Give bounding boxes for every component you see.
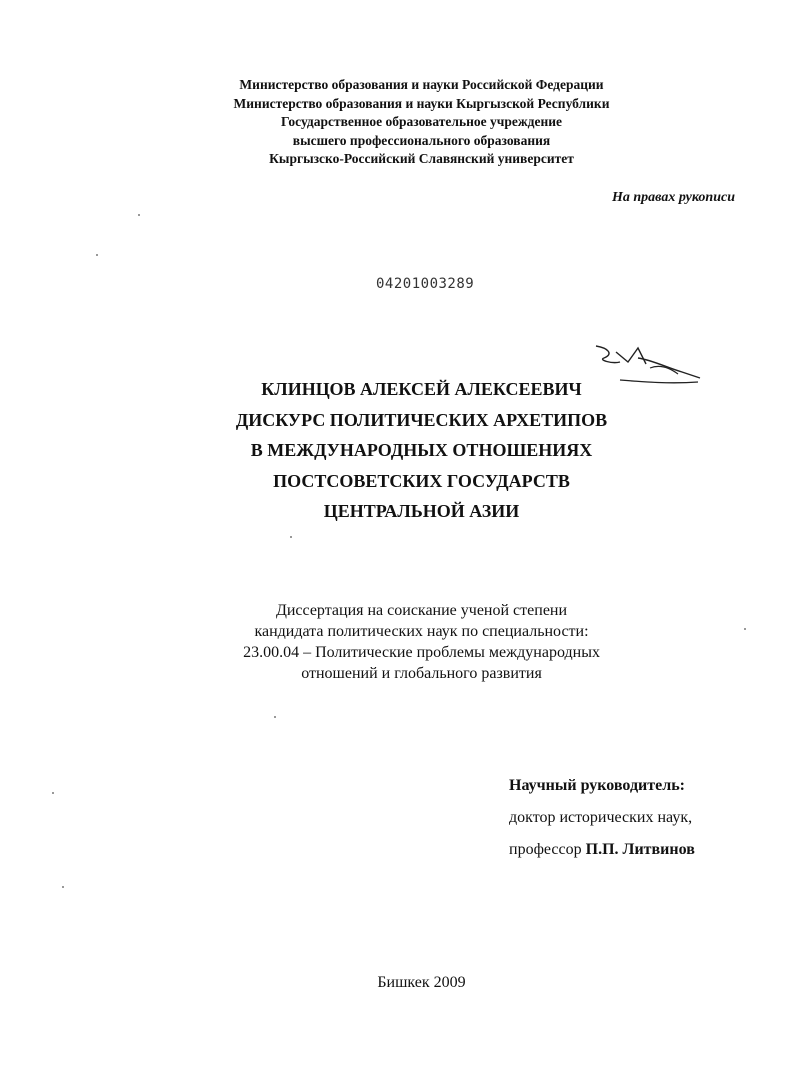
- title-line-1: ДИСКУРС ПОЛИТИЧЕСКИХ АРХЕТИПОВ: [235, 409, 608, 430]
- description-line-4: отношений и глобального развития: [301, 665, 542, 682]
- description-line-2: кандидата политических наук по специальности:: [254, 623, 589, 640]
- scan-speck: [96, 254, 98, 256]
- author-name: КЛИНЦОВ АЛЕКСЕЙ АЛЕКСЕЕВИЧ: [261, 379, 582, 399]
- title-line-3: ПОСТСОВЕТСКИХ ГОСУДАРСТВ: [273, 470, 570, 491]
- institution-header: [0, 76, 793, 169]
- scan-speck: [52, 792, 54, 794]
- description-line-3: 23.00.04 – Политические проблемы международных: [243, 644, 600, 661]
- supervisor-title-prefix: профессор: [509, 841, 586, 858]
- supervisor-title-line: [509, 834, 695, 866]
- title-line-2: В МЕЖДУНАРОДНЫХ ОТНОШЕНИЯХ: [250, 440, 593, 460]
- supervisor-name: П.П. Литвинов: [585, 841, 695, 858]
- ministry-russia: Министерство образования и науки Российской Федерации: [239, 77, 604, 92]
- scan-speck: [744, 628, 746, 630]
- state-institution: Государственное образовательное учреждение: [281, 114, 562, 129]
- title-line-4: ЦЕНТРАЛЬНОЙ АЗИИ: [323, 501, 520, 521]
- dissertation-description: [0, 600, 793, 684]
- description-line-1: Диссертация на соискание ученой степени: [275, 602, 568, 619]
- scan-speck: [274, 716, 276, 718]
- university-name: Кыргызско-Российский Славянский университет: [269, 151, 574, 166]
- scan-speck: [290, 536, 292, 538]
- city-year: Бишкек 2009: [377, 974, 466, 991]
- supervisor-degree: доктор исторических наук,: [509, 809, 693, 826]
- scan-speck: [62, 886, 64, 888]
- supervisor-block: [509, 770, 695, 866]
- scan-speck: [138, 214, 140, 216]
- supervisor-heading: Научный руководитель:: [509, 777, 685, 794]
- higher-education: высшего профессионального образования: [292, 132, 551, 148]
- catalog-code: 04201003289: [376, 276, 475, 292]
- dissertation-title-block: [0, 374, 793, 527]
- ministry-kyrgyzstan: Министерство образования и науки Кыргызской Республики: [233, 95, 610, 111]
- rights-note: На правах рукописи: [612, 190, 735, 205]
